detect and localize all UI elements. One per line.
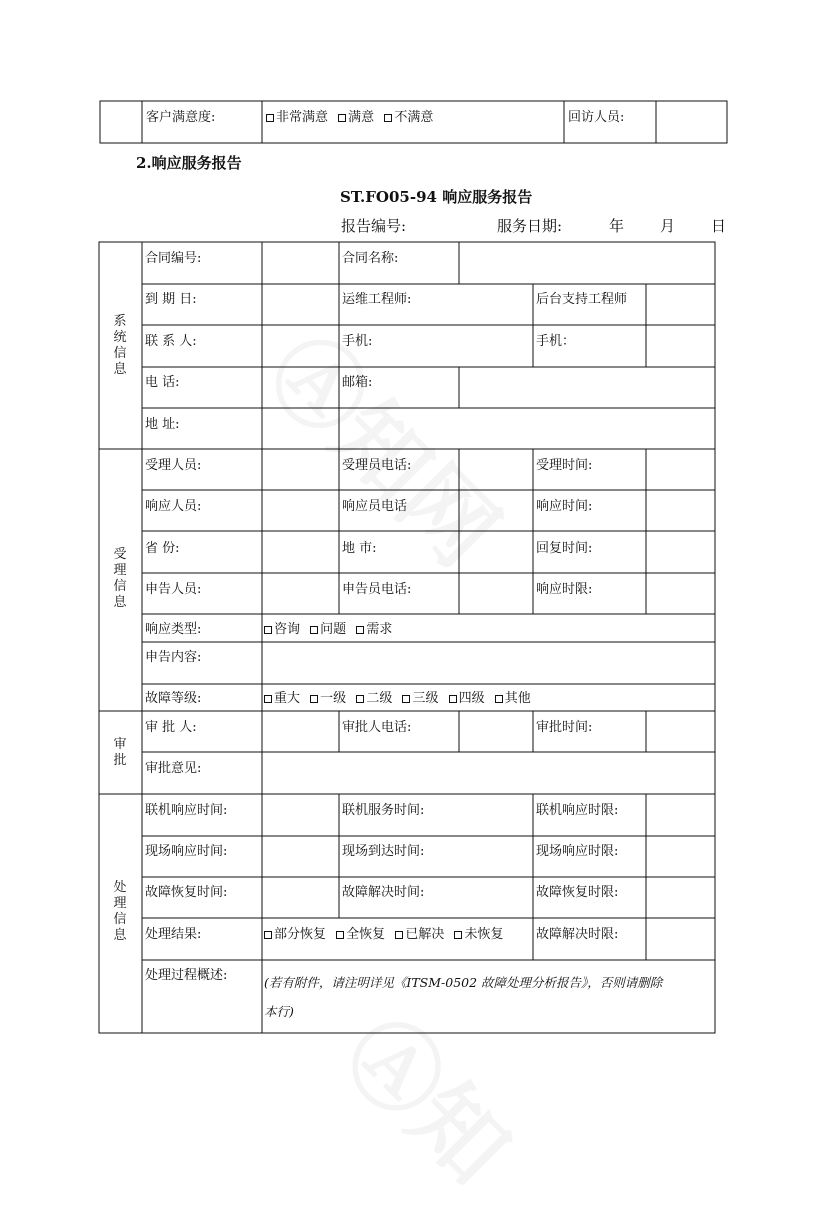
group-approve-label: 审批 xyxy=(113,737,127,768)
mobile-label: 手机: xyxy=(342,334,373,349)
section-heading: 2.响应服务报告 xyxy=(136,154,242,172)
visitor-label: 回访人员: xyxy=(568,110,625,125)
option-level-1[interactable]: 一级 xyxy=(310,691,346,706)
receiver-label: 受理人员: xyxy=(145,458,202,473)
province-label: 省 份: xyxy=(145,541,180,556)
contract-name-label: 合同名称: xyxy=(342,251,399,266)
result-options xyxy=(264,927,509,943)
option-resolved[interactable]: 已解决 xyxy=(395,927,444,942)
checkbox-icon xyxy=(449,695,457,703)
address-label: 地 址: xyxy=(145,417,180,432)
backend-engineer-label: 后台支持工程师 xyxy=(536,292,628,307)
service-date-label: 服务日期: xyxy=(497,217,563,235)
fault-resolve-time-label: 故障解决时间: xyxy=(342,885,425,900)
ops-engineer-label: 运维工程师: xyxy=(342,292,412,307)
option-unsatisfied[interactable]: 不满意 xyxy=(384,110,433,125)
summary-label: 处理过程概述: xyxy=(145,968,228,983)
report-content-label: 申告内容: xyxy=(145,650,202,665)
group-system-label: 系统信息 xyxy=(113,314,127,377)
responder-phone-label: 响应员电话 xyxy=(342,499,408,514)
option-partial-recovery[interactable]: 部分恢复 xyxy=(264,927,326,942)
email-label: 邮箱: xyxy=(342,375,373,390)
checkbox-icon xyxy=(338,114,346,122)
mobile-label-2: 手机： xyxy=(536,334,576,349)
checkbox-icon xyxy=(336,931,344,939)
checkbox-icon xyxy=(264,695,272,703)
receiver-phone-label: 受理员电话: xyxy=(342,458,412,473)
approve-time-label: 审批时间: xyxy=(536,720,593,735)
checkbox-icon xyxy=(356,695,364,703)
checkbox-icon xyxy=(402,695,410,703)
form-title: ST.FO05-94 响应服务报告 xyxy=(340,188,533,206)
checkbox-icon xyxy=(454,931,462,939)
report-no-label: 报告编号: xyxy=(341,217,407,235)
fault-level-label: 故障等级: xyxy=(145,691,202,706)
day-label: 日 xyxy=(711,217,727,235)
approver-label: 审 批 人: xyxy=(145,720,197,735)
checkbox-icon xyxy=(356,626,364,634)
satisfaction-options xyxy=(266,110,439,126)
fault-recovery-time-label: 故障恢复时间: xyxy=(145,885,228,900)
checkbox-icon xyxy=(384,114,392,122)
online-service-time-label: 联机服务时间: xyxy=(342,803,425,818)
summary-note-line1: (若有附件，请注明详见《ITSM-0502 故障处理分析报告》，否则请删除 xyxy=(264,975,663,990)
option-satisfied[interactable]: 满意 xyxy=(338,110,374,125)
onsite-response-time-label: 现场响应时间: xyxy=(145,844,228,859)
year-label: 年 xyxy=(609,217,625,235)
responder-label: 响应人员: xyxy=(145,499,202,514)
checkbox-icon xyxy=(395,931,403,939)
result-label: 处理结果: xyxy=(145,927,202,942)
response-time-label: 响应时间: xyxy=(536,499,593,514)
option-consult[interactable]: 咨询 xyxy=(264,622,300,637)
contract-no-label: 合同编号: xyxy=(145,251,202,266)
contact-label: 联 系 人: xyxy=(145,334,197,349)
checkbox-icon xyxy=(310,626,318,634)
option-very-satisfied[interactable]: 非常满意 xyxy=(266,110,328,125)
onsite-response-limit-label: 现场响应时限: xyxy=(536,844,619,859)
option-problem[interactable]: 问题 xyxy=(310,622,346,637)
month-label: 月 xyxy=(660,217,676,235)
checkbox-icon xyxy=(264,626,272,634)
response-type-label: 响应类型: xyxy=(145,622,202,637)
reply-time-label: 回复时间: xyxy=(536,541,593,556)
due-date-label: 到 期 日: xyxy=(145,292,197,307)
resolve-limit-label: 故障解决时限: xyxy=(536,927,619,942)
approver-phone-label: 审批人电话: xyxy=(342,720,412,735)
phone-label: 电 话: xyxy=(145,375,180,390)
response-type-options xyxy=(264,622,398,638)
approve-opinion-label: 审批意见: xyxy=(145,761,202,776)
onsite-arrival-time-label: 现场到达时间: xyxy=(342,844,425,859)
option-level-2[interactable]: 二级 xyxy=(356,691,392,706)
option-other[interactable]: 其他 xyxy=(495,691,531,706)
option-major[interactable]: 重大 xyxy=(264,691,300,706)
group-process-label: 处理信息 xyxy=(113,880,127,943)
fault-level-options xyxy=(264,691,537,707)
option-full-recovery[interactable]: 全恢复 xyxy=(336,927,385,942)
summary-note-line2: 本行) xyxy=(264,1004,294,1019)
satisfaction-label: 客户满意度: xyxy=(146,110,216,125)
city-label: 地 市: xyxy=(342,541,377,556)
reporter-phone-label: 申告员电话: xyxy=(342,582,412,597)
option-demand[interactable]: 需求 xyxy=(356,622,392,637)
option-not-recovered[interactable]: 未恢复 xyxy=(454,927,503,942)
checkbox-icon xyxy=(310,695,318,703)
response-limit-label: 响应时限: xyxy=(536,582,593,597)
online-response-time-label: 联机响应时间: xyxy=(145,803,228,818)
checkbox-icon xyxy=(495,695,503,703)
option-level-4[interactable]: 四级 xyxy=(449,691,485,706)
checkbox-icon xyxy=(266,114,274,122)
group-accept-label: 受理信息 xyxy=(113,547,127,610)
option-level-3[interactable]: 三级 xyxy=(402,691,438,706)
online-response-limit-label: 联机响应时限: xyxy=(536,803,619,818)
checkbox-icon xyxy=(264,931,272,939)
receive-time-label: 受理时间: xyxy=(536,458,593,473)
fault-recovery-limit-label: 故障恢复时限: xyxy=(536,885,619,900)
reporter-label: 申告人员: xyxy=(145,582,202,597)
